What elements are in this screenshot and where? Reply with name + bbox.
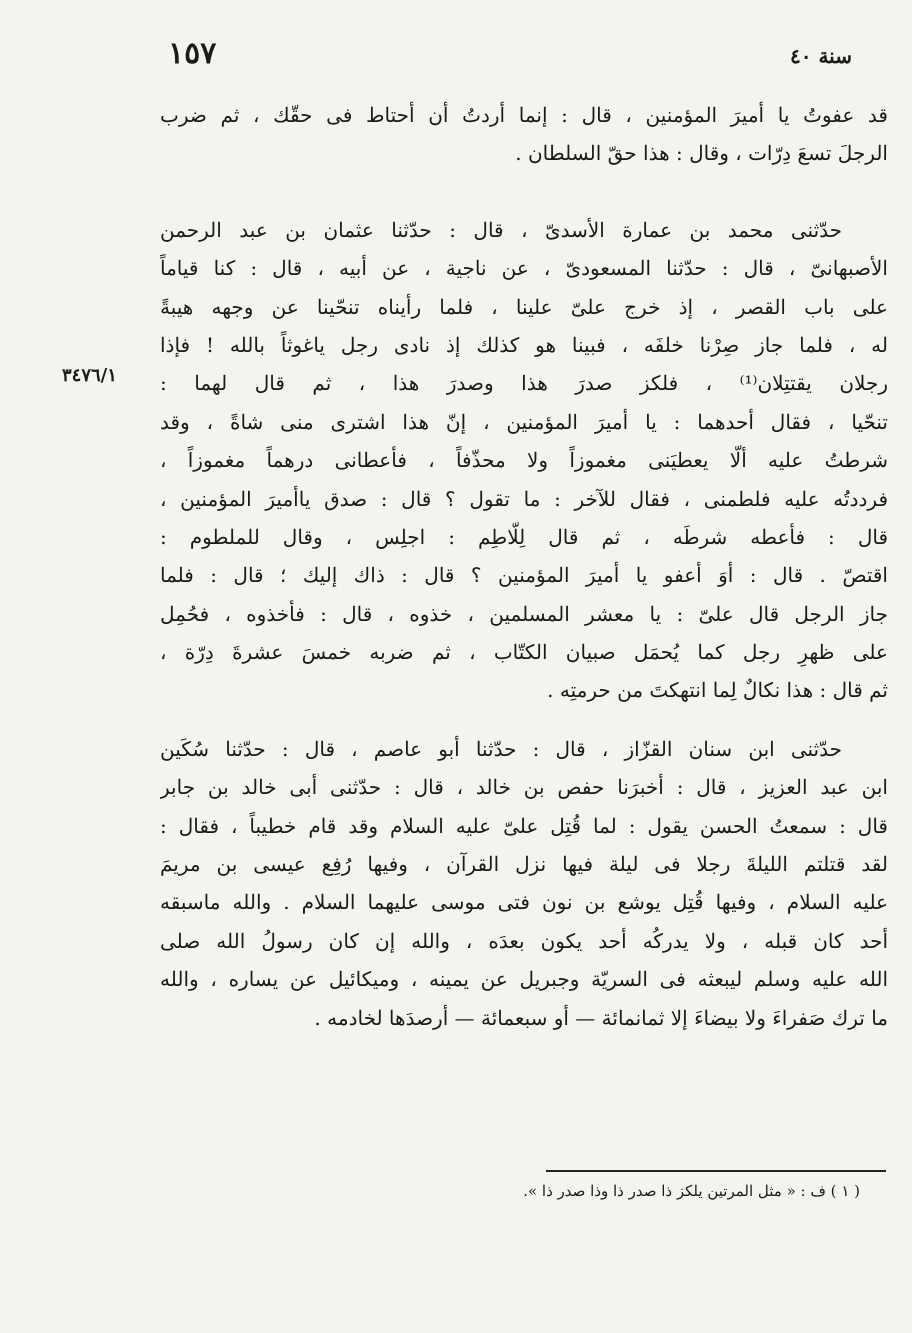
text-line: ابن عبد العزيز ، قال : أخبرَنا حفص بن خالد ، قال : حدّثنى أبى خالد بن جابر xyxy=(160,775,888,800)
text-line: الأصبهانىّ ، قال : حدّثنا المسعودىّ ، عن ناجية ، عن أبيه ، قال : كنا قياماً xyxy=(160,256,888,281)
text-line: حدّثنى محمد بن عمارة الأسدىّ ، قال : حدّثنا عثمان بن عبد الرحمن xyxy=(160,217,842,242)
text-line: فرددتُه عليه فلطمنى ، فقال للآخر : ما تقول ؟ قال : صدق ياأميرَ المؤمنين ، xyxy=(160,486,888,511)
text-line: ثم قال : هذا نكالٌ لِما انتهكتَ من حرمتِه . xyxy=(547,678,888,703)
footnote-divider xyxy=(546,1170,886,1172)
main-text xyxy=(160,96,888,1037)
page-number: ١٥٧ xyxy=(168,36,217,71)
text-line: على ظهرِ رجل كما يُحمَل صبيان الكتّاب ، ثم ضربه خمسَ عشرةَ دِرّة ، xyxy=(160,640,888,665)
text-line: ما ترك صَفراءَ ولا بيضاءَ إلا ثمانمائة — أو سبعمائة — أرصدَها لخادمه . xyxy=(314,1005,888,1030)
text-line: رجلان يقتتِلان⁽¹⁾ ، فلكز صدرَ هذا وصدرَ هذا ، ثم قال لهما : xyxy=(160,371,888,396)
text-line: الله عليه وسلم ليبعثه فى السريّة وجبريل عن يمينه ، وميكائيل عن يساره ، والله xyxy=(160,967,888,992)
paragraph-gap xyxy=(160,710,888,730)
text-line: أحد كان قبله ، ولا يدركُه أحد يكون بعدَه ، والله إن كان رسولُ الله صلى xyxy=(160,928,888,953)
text-line: قال : سمعتُ الحسن يقول : لما قُتِل علىّ عليه السلام وقد قام خطيباً ، فقال : xyxy=(160,813,888,838)
text-line: عليه السلام ، وفيها قُتِل يوشع بن نون فتى موسى عليهما السلام . والله ماسبقه xyxy=(160,890,888,915)
text-line: على باب القصر ، إذ خرج علىّ علينا ، فلما رأيناه تنحّينا عن وجهه هيبةً xyxy=(160,294,888,319)
text-line: قال : فأعطه شرطَه ، ثم قال لِلّاطِم : اجلِس ، وقال للملطوم : xyxy=(160,524,888,549)
text-line: شرطتُ عليه ألّا يعطيَنى مغموزاً ولا محذّفاً ، فأعطانى درهماً مغموزاً ، xyxy=(160,448,888,473)
text-line: الرجلَ تسعَ دِرّات ، وقال : هذا حقّ السلطان . xyxy=(515,141,888,166)
text-line: حدّثنى ابن سنان القزّاز ، قال : حدّثنا أبو عاصم ، قال : حدّثنا سُكَين xyxy=(160,736,842,761)
text-line: لقد قتلتم الليلةَ رجلا فى ليلة فيها نزل القرآن ، وفيها رُفِع عيسى بن مريمَ xyxy=(160,852,888,877)
year-label: سنة ٤٠ xyxy=(790,44,852,68)
paragraph-gap xyxy=(160,173,888,211)
text-line: اقتصّ . قال : أوَ أعفو يا أميرَ المؤمنين ؟ قال : ذاك إليك ؛ قال : فلما xyxy=(160,563,888,588)
text-line: تنحّيا ، فقال أحدهما : يا أميرَ المؤمنين ، إنّ هذا اشترى منى شاةً ، وقد xyxy=(160,409,888,434)
margin-reference: ٣٤٧٦/١ xyxy=(62,365,117,386)
text-line: قد عفوتُ يا أميرَ المؤمنين ، قال : إنما أردتُ أن أحتاط فى حقّك ، ثم ضرب xyxy=(160,103,888,127)
footnote: ( ١ ) ف : « مثل المرتين يلكز ذا صدر ذا وذا صدر ذا ». xyxy=(523,1182,860,1200)
text-line: جاز الرجل قال علىّ : يا معشر المسلمين ، خذوه ، قال : فأخذوه ، فحُمِل xyxy=(160,601,888,626)
text-line: له ، فلما جاز صِرْنا خلفَه ، فبينا هو كذلك إذ نادى رجل ياغوثاً بالله ! فإذا xyxy=(160,332,888,357)
